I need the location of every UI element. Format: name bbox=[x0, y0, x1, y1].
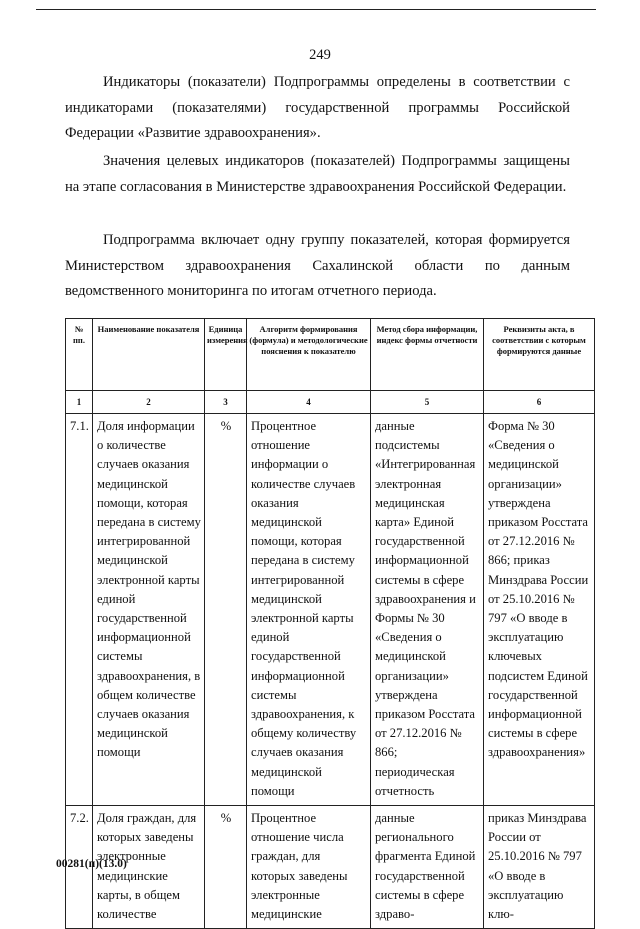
paragraph-1 bbox=[65, 70, 570, 147]
paragraph-3-text: Подпрограмма включает одну группу показателей, которая формируется Министерством здравоохранения Сахалинской области по данным ведомственного мониторинга по итогам отчетного периода. bbox=[65, 232, 570, 299]
paragraph-3 bbox=[65, 228, 570, 305]
header-number: № пп. bbox=[66, 319, 93, 391]
header-indicator-name: Наименование показателя bbox=[93, 319, 205, 391]
column-number: 6 bbox=[484, 391, 595, 414]
unit: % bbox=[205, 414, 247, 806]
top-rule bbox=[36, 9, 596, 10]
header-act-details: Реквизиты акта, в соответствии с которым формируются данные bbox=[484, 319, 595, 391]
header-collection-method: Метод сбора информации, индекс формы отчетности bbox=[371, 319, 484, 391]
column-number: 1 bbox=[66, 391, 93, 414]
column-number: 4 bbox=[247, 391, 371, 414]
table-row bbox=[66, 414, 595, 806]
column-number-row bbox=[66, 391, 595, 414]
collection-method: данные подсистемы «Интегрированная электронная медицинская карта» Единой государственной информационной системы в сфере здравоохранения и Формы № 30 «Сведения о медицинской организации» утверждена приказом Росстата от 27.12.2016 № 866; периодическая отчетность bbox=[371, 414, 484, 806]
page-number: 249 bbox=[309, 47, 331, 63]
row-number: 7.1. bbox=[66, 414, 93, 806]
act-details: Форма № 30 «Сведения о медицинской организации» утверждена приказом Росстата от 27.12.2016 № 866; приказ Минздрава России от 25.10.2016 № 797 «О вводе в эксплуатацию ключевых подсистем Единой государственной информационной системы в сфере здравоохранения» bbox=[484, 414, 595, 806]
table-row bbox=[66, 806, 595, 929]
algorithm: Процентное отношение числа граждан, для которых заведены электронные медицинские bbox=[247, 806, 371, 929]
header-unit: Единица измерения bbox=[205, 319, 247, 391]
collection-method: данные регионального фрагмента Единой государственной системы в сфере здраво- bbox=[371, 806, 484, 929]
footer-code: 00281(п)(13.0) bbox=[56, 858, 127, 870]
column-number: 3 bbox=[205, 391, 247, 414]
unit: % bbox=[205, 806, 247, 929]
indicators-table bbox=[65, 318, 595, 929]
indicator-name: Доля граждан, для которых заведены электронные медицинские карты, в общем количестве bbox=[93, 806, 205, 929]
column-number: 2 bbox=[93, 391, 205, 414]
header-algorithm: Алгоритм формирования (формула) и методологические пояснения к показателю bbox=[247, 319, 371, 391]
paragraph-1-text: Индикаторы (показатели) Подпрограммы определены в соответствии с индикаторами (показателями) государственной программы Российской Федерации «Развитие здравоохранения». bbox=[65, 74, 570, 141]
indicator-name: Доля информации о количестве случаев оказания медицинской помощи, которая передана в систему интегрированной медицинской электронной карты единой государственной информационной системы здравоохранения, в общем количестве случаев оказания медицинской помощи bbox=[93, 414, 205, 806]
row-number: 7.2. bbox=[66, 806, 93, 929]
algorithm: Процентное отношение информации о количестве случаев оказания медицинской помощи, которая передана в систему интегрированной медицинской электронной карты единой государственной информационной системы здравоохранения, к общему количеству случаев оказания медицинской помощи bbox=[247, 414, 371, 806]
paragraph-2 bbox=[65, 149, 570, 200]
act-details: приказ Минздрава России от 25.10.2016 № 797 «О вводе в эксплуатацию клю- bbox=[484, 806, 595, 929]
table-header-row bbox=[66, 319, 595, 391]
column-number: 5 bbox=[371, 391, 484, 414]
paragraph-2-text: Значения целевых индикаторов (показателей) Подпрограммы защищены на этапе согласования в Министерстве здравоохранения Российской Федерации. bbox=[65, 153, 570, 195]
